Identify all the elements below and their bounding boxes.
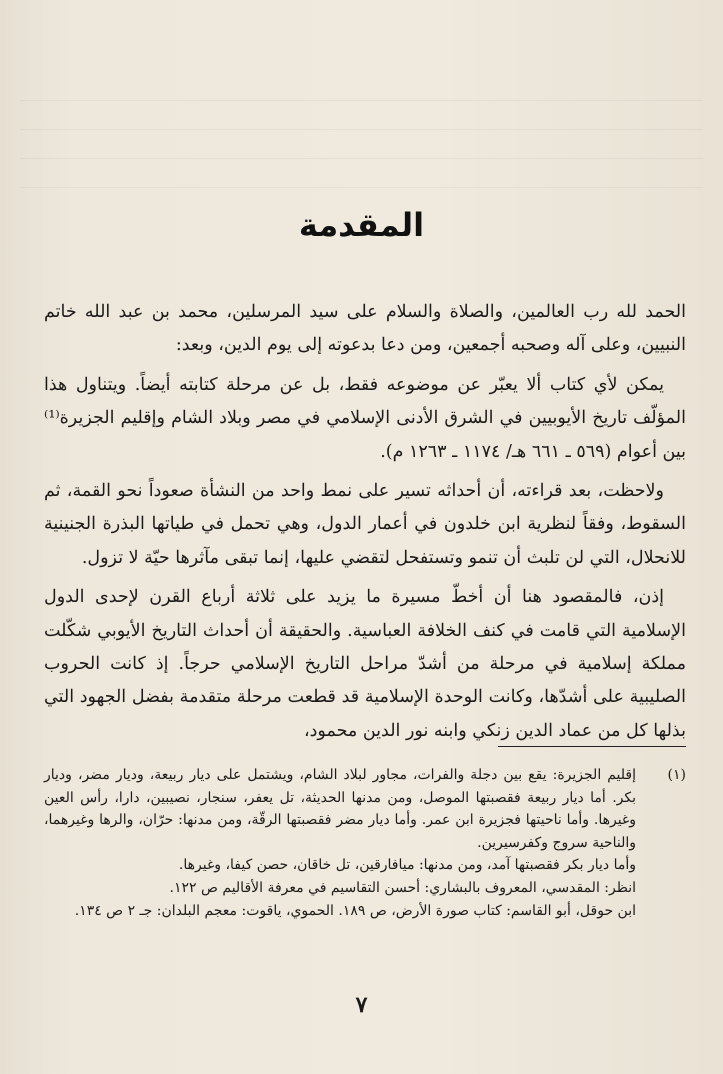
footnote-line: انظر: المقدسي، المعروف بالبشاري: أحسن التقاسيم في معرفة الأقاليم ص ١٢٢. [169,879,636,896]
footnote-line: وأما ديار بكر فقصبتها آمد، ومن مدنها: ميافارقين، تل خاقان، حصن كيفا، وغيرها. [178,857,636,874]
page-number: ٧ [355,992,368,1018]
footnote-line: ابن حوقل، أبو القاسم: كتاب صورة الأرض، ص ١٨٩. الحموي، ياقوت: معجم البلدان: جـ ٢ ص ١٣٤. [74,902,636,919]
footnote [44,764,686,854]
bleed-through-text [20,78,703,194]
footnote-line: إقليم الجزيرة: يقع بين دجلة والفرات، مجاور لبلاد الشام، ويشتمل على ديار ربيعة، وديار مضر، وديار بكر. أما ديار ربيعة فقصبتها الموصل، ومن مدنها الحديثة، تل يعفر، سنجار، نصيبين، دارا، رأس العين وغيرها. وأما ناحيتها فجزيرة ابن عمر. وأما ديار مضر فقصبتها الرقّة، ومن مدنها: حرّان، والرها وغيرهما، والناحية سروج وكفرسيرين. [44,767,636,851]
paragraph: إذن، فالمقصود هنا أن أخطّ مسيرة ما يزيد على ثلاثة أرباع القرن لإحدى الدول الإسلامية التي قامت في كنف الخلافة العباسية. والحقيقة أن أحداث التاريخ الأيوبي شكّلت مملكة إسلامية في مرحلة من أشدّ مراحل التاريخ الإسلامي حرجاً. إذ كانت الحروب الصليبية على أشدّها، وكانت الوحدة الإسلامية قد قطعت مرحلة متقدمة بفضل الجهود التي بذلها كل من عماد الدين زنكي وابنه نور الدين محمود، [44,587,686,741]
paragraph: الحمد لله رب العالمين، والصلاة والسلام على سيد المرسلين، محمد بن عبد الله خاتم النبيين، وعلى آله وصحبه أجمعين، ومن دعا بدعوته إلى يوم الدين، وبعد: [44,302,686,356]
paragraph: ولاحظت، بعد قراءته، أن أحداثه تسير على نمط واحد من النشأة صعوداً نحو القمة، ثم السقوط، وفقاً لنظرية ابن خلدون في أعمار الدول، وهي تحمل في طياتها البذرة الجنينية للانحلال، التي لن تلبث أن تنمو وتستفحل لتقضي عليها، إنما تبقى مآثرها حيّة لا تزول. [44,481,686,568]
body-text [44,296,686,748]
footnotes [44,764,686,922]
page-title: المقدمة [298,206,425,244]
paragraph: يمكن لأي كتاب ألا يعبّر عن موضوعه فقط، بل عن مرحلة كتابته أيضاً. ويتناول هذا المؤلّف تاريخ الأيوبيين في الشرق الأدنى الإسلامي في مصر وبلاد الشام وإقليم الجزيرة⁽¹⁾ بين أعوام (٥٦٩ ـ ٦٦١ هـ/ ١١٧٤ ـ ١٢٦٣ م). [44,374,686,462]
footnote-separator [498,746,686,747]
footnote-number: (١) [667,767,686,783]
